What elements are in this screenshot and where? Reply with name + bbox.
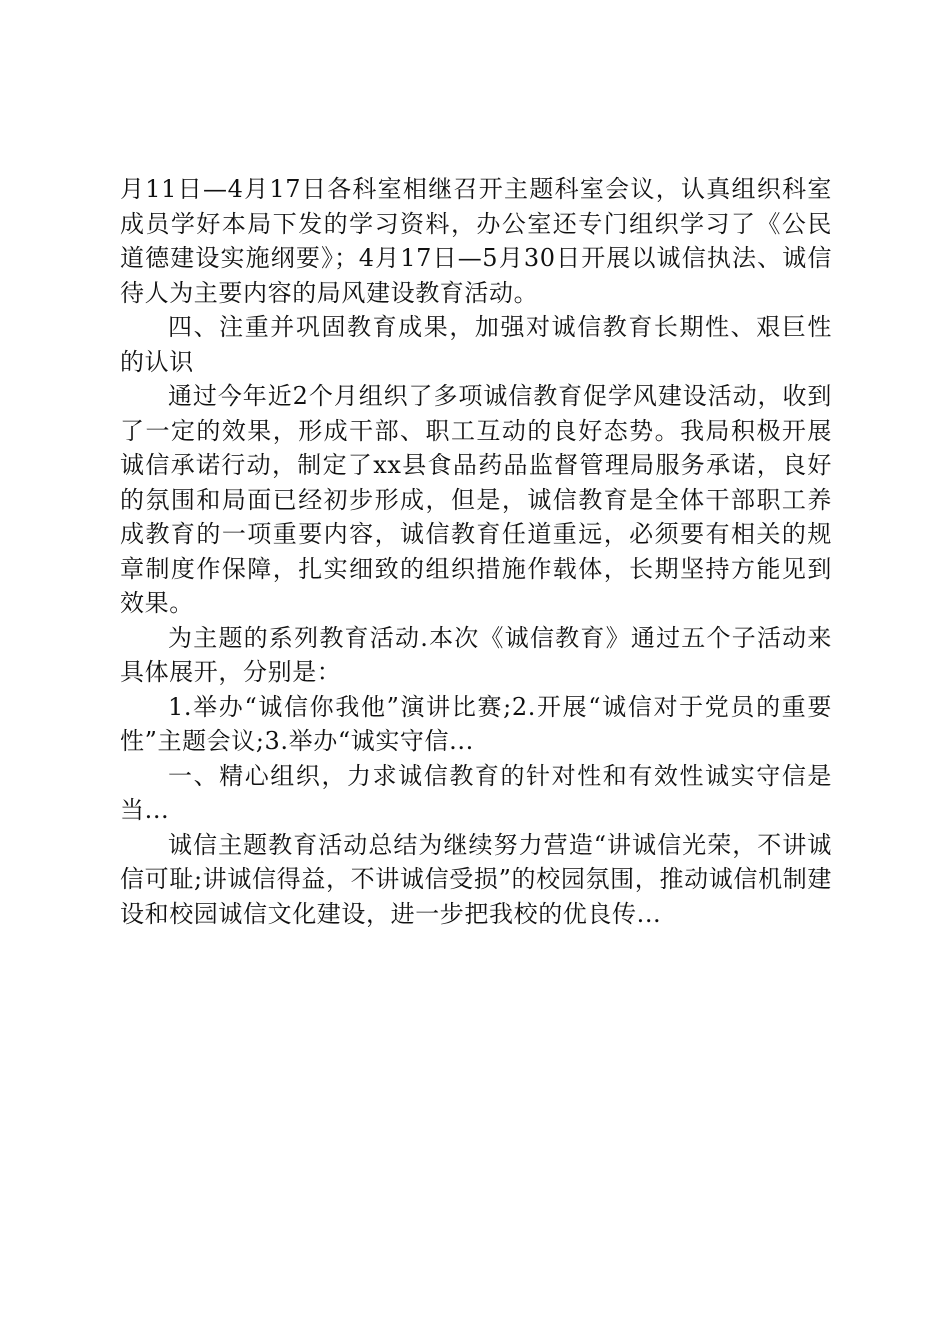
paragraph-activities-intro: 为主题的系列教育活动.本次《诚信教育》通过五个子活动来具体展开，分别是： xyxy=(120,623,832,686)
paragraph-results: 通过今年近2个月组织了多项诚信教育促学风建设活动，收到了一定的效果，形成干部、职工互动的良好态势。我局积极开展诚信承诺行动，制定了xx县食品药品监督管理局服务承诺，良好的氛围和局面已经初步形成，但是，诚信教育是全体干部职工养成教育的一项重要内容，诚信教育任道重远，必须要有相关的规章制度作保障，扎实细致的组织措施作载体，长期坚持方能见到效果。 xyxy=(120,382,832,617)
paragraph-section-one: 一、精心组织，力求诚信教育的针对性和有效性诚实守信是当... xyxy=(120,761,832,824)
document-body xyxy=(120,172,832,931)
paragraph-summary: 诚信主题教育活动总结为继续努力营造“讲诚信光荣，不讲诚信可耻;讲诚信得益，不讲诚信受损”的校园氛围，推动诚信机制建设和校园诚信文化建设，进一步把我校的优良传... xyxy=(120,830,832,928)
section-heading-four: 四、注重并巩固教育成果，加强对诚信教育长期性、艰巨性的认识 xyxy=(120,313,832,376)
paragraph-activities-list: 1.举办“诚信你我他”演讲比赛;2.开展“诚信对于党员的重要性”主题会议;3.举办“诚实守信... xyxy=(120,692,832,755)
paragraph-continuation: 月11日—4月17日各科室相继召开主题科室会议，认真组织科室成员学好本局下发的学习资料，办公室还专门组织学习了《公民道德建设实施纲要》；4月17日—5月30日开展以诚信执法、诚信待人为主要内容的局风建设教育活动。 xyxy=(120,175,832,307)
